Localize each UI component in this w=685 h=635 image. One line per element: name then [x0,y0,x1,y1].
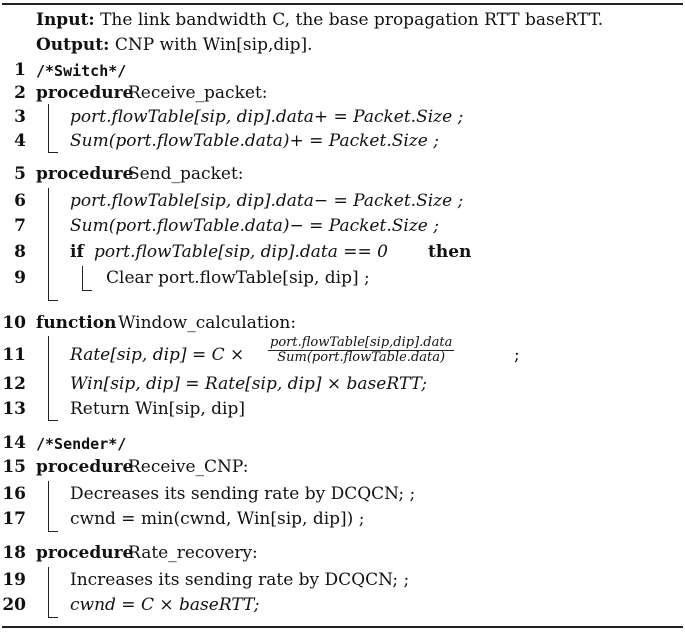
keyword: procedure [36,457,134,477]
block-foot [48,531,58,532]
line-number: 20 [2,595,26,615]
line-number: 14 [2,433,26,453]
block-bar [48,336,49,420]
top-rule [2,3,683,5]
block-foot [48,420,58,421]
output-text: CNP with Win[sip,dip]. [114,35,313,55]
statement: Sum(port.flowTable.data)− = Packet.Size ; [70,216,439,236]
statement: Increases its sending rate by DCQCN; ; [70,570,410,590]
keyword: procedure [36,543,134,563]
input-text: The link bandwidth C, the base propagation RTT baseRTT. [100,10,604,30]
line-number: 9 [14,268,26,288]
block-bar [82,266,83,290]
output-label: Output: [36,35,110,55]
statement: Decreases its sending rate by DCQCN; ; [70,484,416,504]
statement: port.flowTable[sip, dip].data− = Packet.Size ; [70,191,464,211]
statement: Rate[sip, dip] = C × [70,345,245,365]
keyword: procedure [36,83,134,103]
line-number: 12 [2,374,26,394]
line-number: 17 [2,509,26,529]
keyword: procedure [36,164,134,184]
fraction-denominator: Sum(port.flowTable.data) [277,350,446,365]
line-number: 3 [14,107,26,127]
bottom-rule [2,626,683,628]
semicolon: ; [514,345,520,365]
line-number: 11 [2,345,26,365]
comment: /*Sender*/ [36,435,127,453]
procedure-name: Send_packet: [128,164,244,184]
line-number: 6 [14,191,26,211]
statement: cwnd = C × baseRTT; [70,595,260,615]
procedure-name: Receive_packet: [128,83,268,103]
line-number: 4 [14,131,26,151]
line-number: 5 [14,164,26,184]
block-foot [48,152,58,153]
block-foot [48,617,58,618]
line-number: 7 [14,216,26,236]
input-label: Input: [36,10,95,30]
fraction-numerator: port.flowTable[sip,dip].data [270,335,453,350]
fraction [264,336,458,365]
block-foot [82,290,92,291]
line-number: 19 [2,570,26,590]
statement: Return Win[sip, dip] [70,399,245,419]
input-line [36,10,603,30]
function-name: Window_calculation: [118,313,297,333]
block-foot [48,300,58,301]
line-number: 1 [14,60,26,80]
statement: cwnd = min(cwnd, Win[sip, dip]) ; [70,509,365,529]
statement: Clear port.flowTable[sip, dip] ; [106,268,370,288]
line-number: 18 [2,543,26,563]
statement: Win[sip, dip] = Rate[sip, dip] × baseRTT; [70,374,427,394]
statement: port.flowTable[sip, dip].data+ = Packet.Size ; [70,107,464,127]
line-number: 8 [14,242,26,262]
block-bar [48,481,49,531]
block-bar [48,567,49,617]
comment: /*Switch*/ [36,62,127,80]
block-bar [48,188,49,300]
condition: port.flowTable[sip, dip].data == 0 [94,242,388,262]
line-number: 13 [2,399,26,419]
line-number: 16 [2,484,26,504]
line-number: 10 [2,313,26,333]
line-number: 15 [2,457,26,477]
keyword: function [36,313,117,333]
line-number: 2 [14,83,26,103]
procedure-name: Receive_CNP: [128,457,249,477]
procedure-name: Rate_recovery: [128,543,258,563]
output-line [36,35,313,55]
block-bar [48,104,49,152]
keyword: then [428,242,472,262]
keyword: if [70,242,84,262]
statement: Sum(port.flowTable.data)+ = Packet.Size ; [70,131,439,151]
